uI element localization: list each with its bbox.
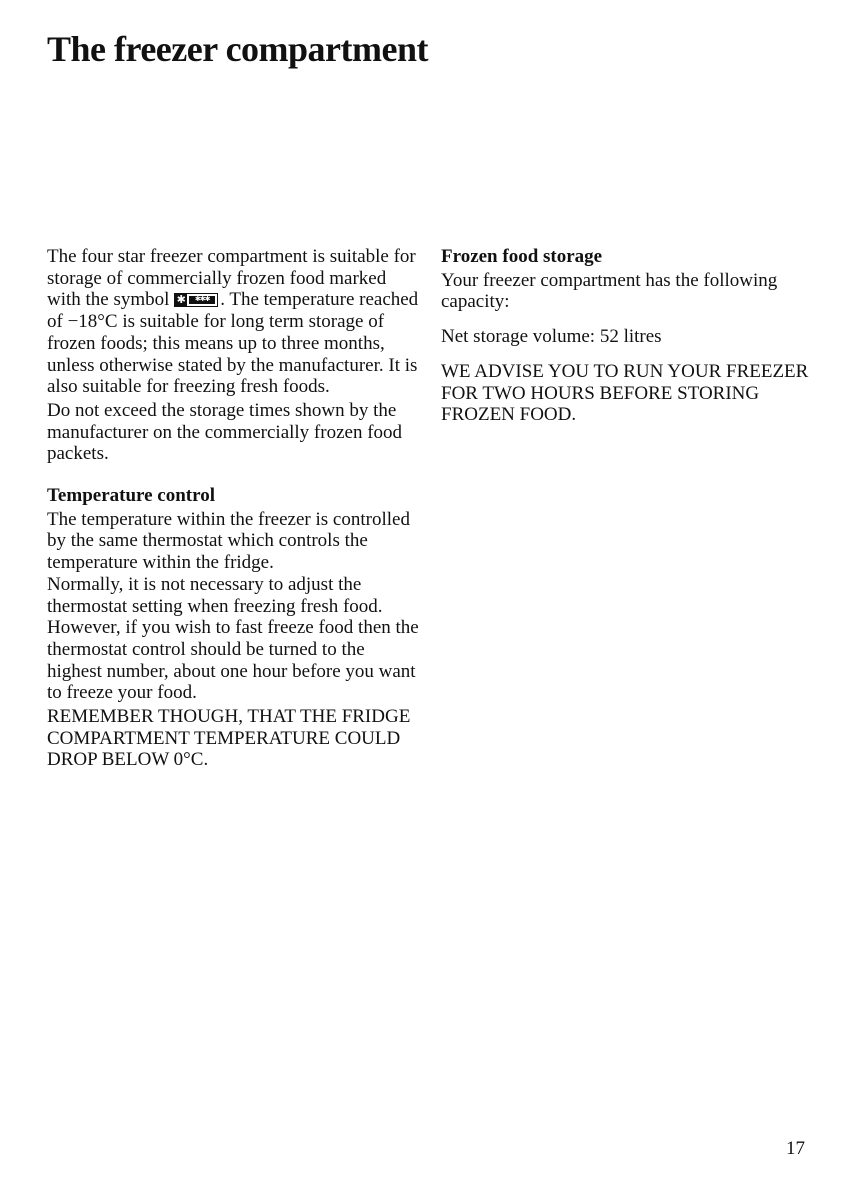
intro-paragraph — [47, 246, 422, 398]
intro-text: The four star freezer compartment is suitable for storage of commercially frozen food marked with the symbol — [47, 246, 416, 311]
four-star-freezer-symbol-icon: ✱ ✱✱✱ — [174, 293, 218, 307]
fast-freeze-paragraph: Normally, it is not necessary to adjust the thermostat setting when freezing fresh food. However, if you wish to fast freeze food then the thermostat control should be turned to the highest number, about one hour before you want to freeze your food. — [47, 573, 419, 704]
net-volume-text: Net storage volume: 52 litres — [441, 326, 662, 348]
page-title: The freezer compartment — [47, 29, 429, 69]
right-column — [441, 246, 821, 426]
left-column — [47, 246, 422, 771]
temperature-paragraph: The temperature within the freezer is controlled by the same thermostat which controls the temperature within the fridge. — [47, 508, 410, 574]
frozen-food-storage-heading: Frozen food storage — [441, 246, 603, 267]
fridge-warning: REMEMBER THOUGH, THAT THE FRIDGE COMPARTMENT TEMPERATURE COULD DROP BELOW 0°C. — [47, 706, 411, 771]
intro-text-continued: . The temperature reached of −18°C is suitable for long term storage of frozen foods; this means up to three months, unless otherwise stated by the manufacturer. It is also suitable for freezing fresh foods. — [47, 289, 419, 398]
run-freezer-advice: WE ADVISE YOU TO RUN YOUR FREEZER FOR TWO HOURS BEFORE STORING FROZEN FOOD. — [441, 360, 809, 426]
temperature-control-heading: Temperature control — [47, 485, 215, 507]
storage-times-paragraph: Do not exceed the storage times shown by the manufacturer on the commercially frozen food packets. — [47, 399, 403, 465]
page-number: 17 — [786, 1138, 805, 1159]
capacity-paragraph: Your freezer compartment has the following capacity: — [441, 269, 778, 313]
